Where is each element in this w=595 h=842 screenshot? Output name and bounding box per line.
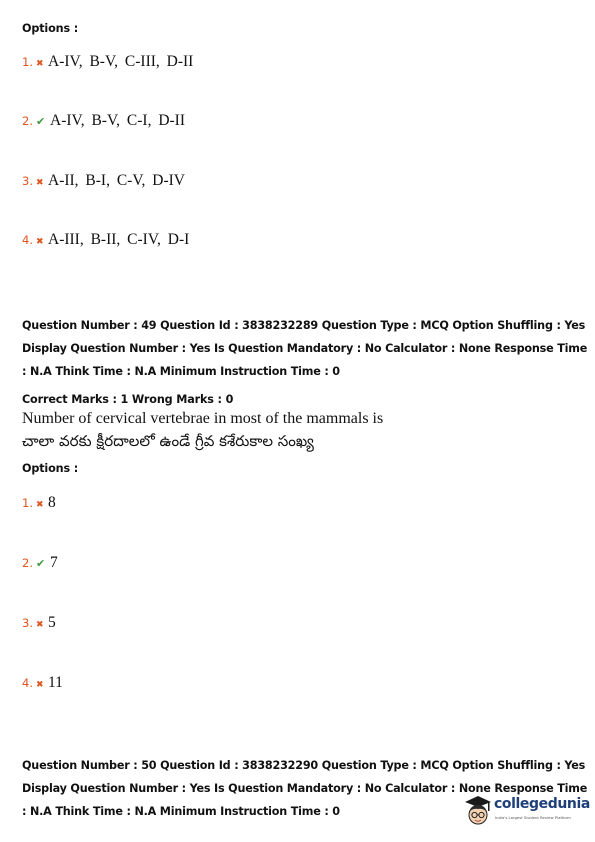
question-meta [22,314,588,383]
question-meta-line: Question Number : 49 Question Id : 3838232289 Question Type : MCQ Option Shuffling : Yes [22,319,586,332]
option-number: 1. [22,55,33,69]
option-text: A-III, B-II, C-IV, D-I [48,231,190,248]
question-meta-line: Display Question Number : Yes Is Question Mandatory : No Calculator : None Response Time [22,782,588,795]
cross-icon: ✖ [36,620,44,630]
option-row [22,53,193,71]
question-meta-line: : N.A Think Time : N.A Minimum Instruction Time : 0 [22,365,340,378]
graduate-avatar-icon [462,794,494,828]
cross-icon: ✖ [36,178,44,188]
question-text-english: Number of cervical vertebrae in most of the mammals is [22,410,384,427]
option-row [22,172,185,190]
option-text: 11 [48,674,63,691]
cross-icon: ✖ [36,237,44,247]
option-text: A-IV, B-V, C-I, D-II [50,112,185,129]
cross-icon: ✖ [36,500,44,510]
options-label: Options : [22,22,79,35]
option-text: 7 [50,554,58,571]
cross-icon: ✖ [36,59,44,69]
question-meta-line: : N.A Think Time : N.A Minimum Instruction Time : 0 [22,805,340,818]
check-icon: ✔ [36,557,46,570]
option-row [22,231,189,249]
option-text: A-IV, B-V, C-III, D-II [48,53,194,70]
option-text: A-II, B-I, C-V, D-IV [48,172,185,189]
option-number: 1. [22,496,33,510]
question-meta-line: Question Number : 50 Question Id : 3838232290 Question Type : MCQ Option Shuffling : Yes [22,759,586,772]
option-text: 8 [48,494,56,511]
logo-name: collegedunia [494,796,590,812]
option-text: 5 [48,614,56,631]
option-row [22,614,56,632]
option-number: 3. [22,616,33,630]
check-icon: ✔ [36,115,46,128]
logo-tagline: India's Largest Student Review Platform [495,815,571,820]
option-row [22,554,58,572]
option-row [22,112,185,130]
option-number: 4. [22,676,33,690]
option-number: 4. [22,233,33,247]
options-label: Options : [22,462,79,475]
question-meta-line: Display Question Number : Yes Is Question Mandatory : No Calculator : None Response Time [22,342,588,355]
option-row [22,674,63,692]
cross-icon: ✖ [36,680,44,690]
option-number: 2. [22,114,33,128]
marks-info: Correct Marks : 1 Wrong Marks : 0 [22,393,234,406]
option-number: 3. [22,174,33,188]
option-row [22,494,56,512]
option-number: 2. [22,556,33,570]
question-text-telugu: చాలా వరకు క్షీరదాలలో ఉండే గ్రీవ కశేరుకాల సంఖ్య [22,432,314,450]
collegedunia-logo [462,794,590,828]
